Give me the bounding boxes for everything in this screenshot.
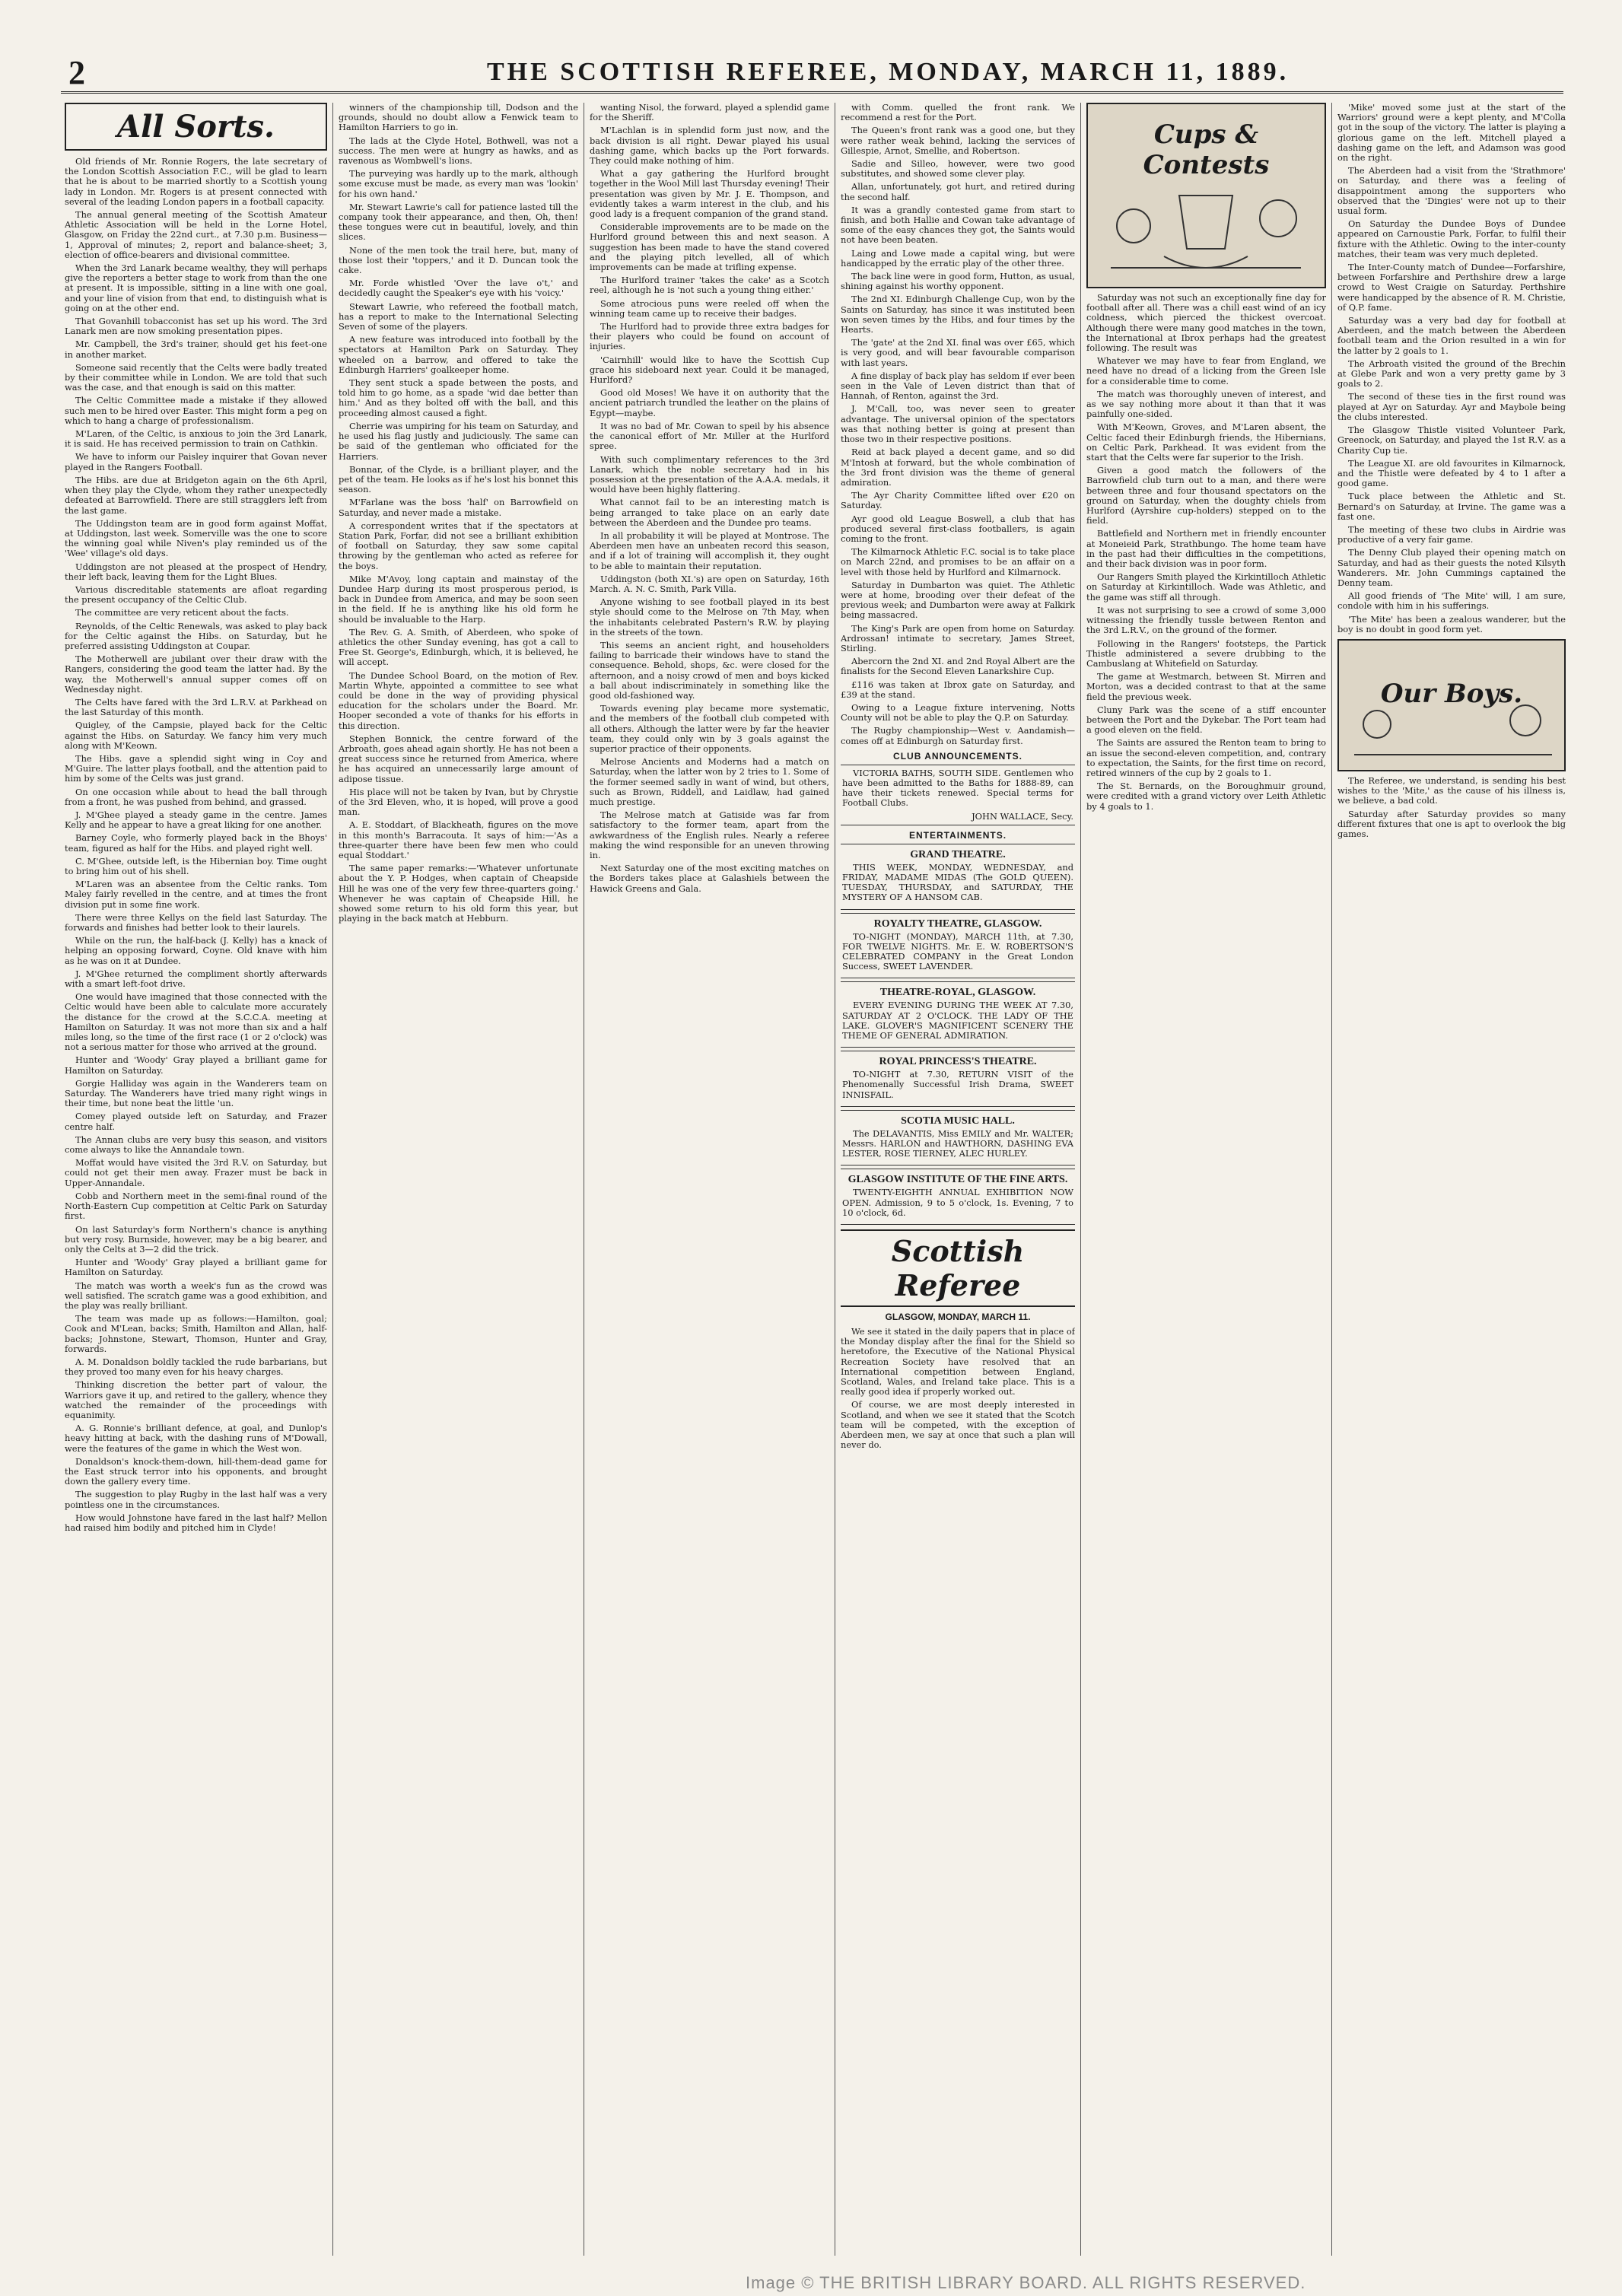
article-paragraph: The Inter-County match of Dundee—Forfarshire, between Forfarshire and Perthshire drew a large crowd to West Craigie on Saturday. Perthshire were handicapped by the absence of R. M. Christie, of Q.P. fame. bbox=[1337, 262, 1566, 313]
article-paragraph: Old friends of Mr. Ronnie Rogers, the late secretary of the London Scottish Association F.C., will be glad to learn that he is about to be married shortly to a Scottish young lady in London. Mr. Rogers is at present connected with several of the leading London papers in a football capacity. bbox=[65, 156, 327, 207]
article-paragraph: The Hurlford trainer 'takes the cake' as a Scotch reel, although he is 'not such a young thing either.' bbox=[590, 275, 829, 296]
article-paragraph: In all probability it will be played at Montrose. The Aberdeen men have an unbeaten record this season, and if a lot of training will accomplish it, they ought to be able to maintain their reputation. bbox=[590, 529, 829, 571]
article-paragraph: The purveying was hardly up to the mark, although some excuse must be made, as every man was 'lookin' for his own hand.' bbox=[339, 168, 578, 199]
article-paragraph: On last Saturday's form Northern's chance is anything but very rosy. Burnside, however, may be a big bearer, and only the Celts at 3—2 did the trick. bbox=[65, 1223, 327, 1255]
article-paragraph: Various discreditable statements are afloat regarding the present occupancy of the Celtic Club. bbox=[65, 584, 327, 606]
article-paragraph: Melrose Ancients and Moderns had a match on Saturday, when the latter won by 2 tries to 1. Some of the former seemed sadly in want of wind, but others, such as Brown, Riddell, and Laidlaw, had gained much prestige. bbox=[590, 756, 829, 807]
article-paragraph: J. M'Call, too, was never seen to greater advantage. The universal opinion of the spectators was that nothing better is going at present than those two in their respective positions. bbox=[841, 403, 1075, 445]
column-all-sorts bbox=[65, 103, 327, 2256]
article-paragraph: 'Cairnhill' would like to have the Scottish Cup grace his sideboard next year. Could it be managed, Hurlford? bbox=[590, 354, 829, 386]
article-paragraph: The team was made up as follows:—Hamilton, goal; Cook and M'Lean, backs; Smith, Hamilton and Allan, half-backs; Johnstone, Stewart, Thomson, Hunter and Gray, forwards. bbox=[65, 1313, 327, 1354]
theatre-name: ROYALTY THEATRE, GLASGOW. bbox=[873, 917, 1042, 930]
article-paragraph: The committee are very reticent about the facts. bbox=[75, 607, 289, 619]
article-paragraph: Hunter and 'Woody' Gray played a brilliant game for Hamilton on Saturday. bbox=[65, 1257, 327, 1278]
article-paragraph: The second of these ties in the first round was played at Ayr on Saturday. Ayr and Maybole being the clubs interested. bbox=[1337, 391, 1566, 422]
theatre-name: ROYAL PRINCESS'S THEATRE. bbox=[879, 1056, 1037, 1068]
article-paragraph: Moffat would have visited the 3rd R.V. on Saturday, but could not get their men away. Frazer must be back in Upper-Annandale. bbox=[65, 1157, 327, 1188]
article-paragraph: M'Laren was an absentee from the Celtic ranks. Tom Maley fairly revelled in the centre, and at times the front division put in some fine work. bbox=[65, 879, 327, 910]
article-paragraph: Gorgie Halliday was again in the Wanderers team on Saturday. The Wanderers have tried many right wings in their time, but none beat the little 'un. bbox=[65, 1077, 327, 1109]
article-paragraph: Abercorn the 2nd XI. and 2nd Royal Albert are the finalists for the Second Eleven Lanarkshire Cup. bbox=[841, 656, 1075, 677]
our-boys-title: Our Boys. bbox=[1380, 678, 1523, 709]
article-paragraph: The Arbroath visited the ground of the Brechin at Glebe Park and won a very pretty game by 3 goals to 2. bbox=[1337, 358, 1566, 390]
article-paragraph: They sent stuck a spade between the posts, and told him to go home, as a spade 'wid dae better than him.' And as they bolted off with the ball, and this proceeding almost caused a fight. bbox=[339, 377, 578, 418]
article-paragraph: Saturday was a very bad day for football at Aberdeen, and the match between the Aberdeen football team and the Orion resulted in a win for the latter by 2 goals to 1. bbox=[1337, 315, 1566, 356]
article-paragraph: The meeting of these two clubs in Airdrie was productive of a very fair game. bbox=[1337, 523, 1566, 545]
article-paragraph: The Saints are assured the Renton team to bring to an issue the second-eleven competition, and, contrary to expectation, the Saints, for the first time on record, retired winners of the cup by 2 goals to 1. bbox=[1086, 737, 1326, 778]
article-paragraph: Towards evening play became more systematic, and the members of the football club competed with all others. Although the latter were by far the heavier team, they could only win by 3 goals against the superior practice of their opponents. bbox=[590, 703, 829, 754]
column-2 bbox=[339, 103, 578, 2256]
article-paragraph: There were three Kellys on the field last Saturday. The forwards and finishes had better look to their laurels. bbox=[65, 911, 327, 933]
article-paragraph: Reid at back played a decent game, and so did M'Intosh at forward, but the whole combination of the 3rd front division was the theme of general admiration. bbox=[841, 447, 1075, 488]
theatre-notice bbox=[841, 913, 1075, 979]
fine-arts-notice bbox=[841, 1169, 1075, 1225]
article-paragraph: Some atrocious puns were reeled off when the winning team came up to receive their badges. bbox=[590, 297, 829, 319]
article-paragraph: A. M. Donaldson boldly tackled the rude barbarians, but they proved too many even for his heavy charges. bbox=[65, 1356, 327, 1378]
article-paragraph: The 2nd XI. Edinburgh Challenge Cup, won by the Saints on Saturday, has since it was instituted been won seven times by the Hibs, and four times by the Hearts. bbox=[841, 294, 1075, 335]
article-paragraph: With M'Keown, Groves, and M'Laren absent, the Celtic faced their Edinburgh friends, the Hibernians, on Celtic Park, Parkhead. It was evident from the start that the Celts were far superior to the Irish. bbox=[1086, 421, 1326, 463]
article-paragraph: Anyone wishing to see football played in its best style should come to the Melrose on 7th May, when the inhabitants celebrated Pastern's R.W. by playing in the streets of the town. bbox=[590, 596, 829, 638]
theatre-text: TO-NIGHT (MONDAY), MARCH 11th, at 7.30, FOR TWELVE NIGHTS. Mr. E. W. ROBERTSON'S CELEBRATED COMPANY in the Great London Success, SWEET LAVENDER. bbox=[842, 930, 1073, 972]
column-6 bbox=[1337, 103, 1566, 2256]
theatre-name: GRAND THEATRE. bbox=[910, 848, 1006, 860]
theatre-text: TO-NIGHT at 7.30, RETURN VISIT of the Phenomenally Successful Irish Drama, SWEET INNISFAIL. bbox=[842, 1069, 1073, 1100]
article-paragraph: The match was worth a week's fun as the crowd was well satisfied. The scratch game was a good exhibition, and the play was really brilliant. bbox=[65, 1280, 327, 1311]
music-hall-notice bbox=[841, 1110, 1075, 1166]
article-paragraph: None of the men took the trail here, but, many of those lost their 'toppers,' and it D. Duncan took the cake. bbox=[339, 244, 578, 276]
theatre-notice bbox=[841, 1051, 1075, 1107]
article-paragraph: The game at Westmarch, between St. Mirren and Morton, was a decided contrast to that at the same field the previous week. bbox=[1086, 671, 1326, 702]
article-paragraph: Mr. Campbell, the 3rd's trainer, should get his feet-one in another market. bbox=[65, 339, 327, 360]
article-paragraph: Cobb and Northern meet in the semi-final round of the North-Eastern Cup competition at Celtic Park on Saturday first. bbox=[65, 1190, 327, 1222]
column-3-body bbox=[590, 103, 829, 894]
article-paragraph: The back line were in good form, Hutton, as usual, shining against his worthy opponent. bbox=[841, 271, 1075, 292]
article-paragraph: His place will not be taken by Ivan, but by Chrystie of the 3rd Eleven, who, it is hoped, will prove a good man. bbox=[339, 786, 578, 818]
article-paragraph: The Rugby championship—West v. Aandamish—comes off at Edinburgh on Saturday first. bbox=[841, 725, 1075, 746]
column-5 bbox=[1086, 103, 1326, 2256]
column-6-body bbox=[1337, 103, 1566, 634]
article-paragraph: Comey played outside left on Saturday, and Frazer centre half. bbox=[65, 1111, 327, 1132]
article-paragraph: with Comm. quelled the front rank. We recommend a rest for the Port. bbox=[841, 103, 1075, 123]
club-notice-signature: JOHN WALLACE, Secy. bbox=[972, 810, 1073, 822]
music-hall-text: The DELAVANTIS, Miss EMILY and Mr. WALTER; Messrs. HARLON and HAWTHORN, DASHING EVA LESTER, ROSE TIERNEY, ALEC HURLEY. bbox=[842, 1127, 1073, 1159]
article-paragraph: The match was thoroughly uneven of interest, and as we say nothing more about it than that it was painfully one-sided. bbox=[1086, 388, 1326, 420]
article-paragraph: Stewart Lawrie, who refereed the football match, has a report to make to the International Selecting Seven of some of the players. bbox=[339, 301, 578, 332]
theatre-text: THIS WEEK, MONDAY, WEDNESDAY, and FRIDAY, MADAME MIDAS (The GOLD QUEEN). TUESDAY, THURSDAY, and SATURDAY, THE MYSTERY OF A HANSOM CAB. bbox=[842, 861, 1073, 903]
article-paragraph: Cluny Park was the scene of a stiff encounter between the Port and the Dykebar. The Port team had a good eleven on the field. bbox=[1086, 704, 1326, 736]
theatre-name: THEATRE-ROYAL, GLASGOW. bbox=[879, 987, 1036, 999]
theatre-notice bbox=[841, 981, 1075, 1048]
cups-contests-illustration bbox=[1086, 103, 1326, 288]
article-paragraph: The annual general meeting of the Scottish Amateur Athletic Association will be held in the Lorne Hotel, Glasgow, on Friday the 22nd curt., at 7.30 p.m. Business—1, Approval of minutes; 2, report and balance-sheet; 3, election of office-bearers and divisional committee. bbox=[65, 209, 327, 260]
article-paragraph: Tuck place between the Athletic and St. Bernard's on Saturday, at Irvine. The game was a fast one. bbox=[1337, 491, 1566, 522]
column-5-body bbox=[1086, 293, 1326, 812]
article-paragraph: 'Mike' moved some just at the start of the Warriors' ground were a kept plenty, and M'Colla got in the soup of the victory. The latter is playing a glorious game on the left. Mitchell played a dashing game on the left, and Adamson was good on the right. bbox=[1337, 103, 1566, 164]
article-paragraph: M'Laren, of the Celtic, is anxious to join the 3rd Lanark, it is said. He has received permission to train on Cathkin. bbox=[65, 428, 327, 450]
article-paragraph: What a gay gathering the Hurlford brought together in the Wool Mill last Thursday evening! Their presentation was given by Mr. J. E. Thompson, and evidently takes a warm interest in the club, and his good lady is a frequent companion of the grand stand. bbox=[590, 168, 829, 220]
theatre-notice bbox=[841, 844, 1075, 910]
article-paragraph: C. M'Ghee, outside left, is the Hibernian boy. Time ought to bring him out of his shell. bbox=[65, 855, 327, 876]
article-paragraph: Battlefield and Northern met in friendly encounter at Moneieid Park, Strathbungo. The home team have in the past had their difficulties in the competitions, and their back division was in poor form. bbox=[1086, 528, 1326, 570]
article-paragraph: Saturday in Dumbarton was quiet. The Athletic were at home, brooding over their defeat of the previous week; and Dumbarton were away at Falkirk being massacred. bbox=[841, 579, 1075, 621]
article-paragraph: The Denny Club played their opening match on Saturday, and had as their guests the noted Kilsyth Wanderers. Mr. John Cummings captained the Denny team. bbox=[1337, 547, 1566, 588]
article-paragraph: Quigley, of the Campsie, played back for the Celtic against the Hibs. on Saturday. We fancy him very much along with M'Keown. bbox=[65, 720, 327, 751]
article-paragraph: J. M'Ghee returned the compliment shortly afterwards with a smart left-foot drive. bbox=[65, 968, 327, 990]
article-paragraph: The Dundee School Board, on the motion of Rev. Martin Whyte, appointed a committee to see what could be done in the way of providing physical education for the scholars under the Board. Mr. Hooper seconded a vote of thanks for his efforts in this direction. bbox=[339, 669, 578, 731]
fine-arts-text: TWENTY-EIGHTH ANNUAL EXHIBITION NOW OPEN. Admission, 9 to 5 o'clock, 1s. Evening, 7 to 10 o'clock, 6d. bbox=[842, 1187, 1073, 1218]
all-sorts-heading: All Sorts. bbox=[65, 103, 327, 151]
article-paragraph: The Kilmarnock Athletic F.C. social is to take place on March 22nd, and promises to be an affair on a level with those held by Hurlford and Kilmarnock. bbox=[841, 546, 1075, 577]
article-paragraph: We have to inform our Paisley inquirer that Govan never played in the Rangers Football. bbox=[65, 451, 327, 472]
column-rule bbox=[1080, 103, 1081, 2256]
article-paragraph: A fine display of back play has seldom if ever been seen in the Vale of Leven district than that of Hannah, of Renton, against the 3rd. bbox=[841, 370, 1075, 402]
article-paragraph: Uddingston are not pleased at the prospect of Hendry, their left back, leaving them for the Light Blues. bbox=[65, 561, 327, 582]
scottish-referee-wordmark: Scottish Referee bbox=[841, 1229, 1075, 1307]
editorial-body bbox=[841, 1327, 1075, 1450]
article-paragraph: The Uddingston team are in good form against Moffat, at Uddingston, last week. Somerville was the one to score the winning goal while Niven's play reminded us of the 'Wee' village's old days. bbox=[65, 517, 327, 559]
article-paragraph: The Hurlford had to provide three extra badges for their players who could be found on account of injuries. bbox=[590, 321, 829, 352]
article-paragraph: Given a good match the followers of the Barrowfield club turn out to a man, and there were between three and four thousand spectators on the ground on Saturday, when the doughty chiels from Hurlford (Ayrshire cup-holders) stepped on to the field. bbox=[1086, 465, 1326, 526]
editorial-dateline: GLASGOW, MONDAY, MARCH 11. bbox=[885, 1312, 1031, 1323]
column-4 bbox=[841, 103, 1075, 2256]
article-paragraph: Saturday after Saturday provides so many different fixtures that one is apt to overlook the big games. bbox=[1337, 808, 1566, 839]
column-4-body bbox=[841, 103, 1075, 746]
article-paragraph: The Motherwell are jubilant over their draw with the Rangers, considering the good team the latter had. By the way, the Motherwell's annual supper comes off on Wednesday night. bbox=[65, 654, 327, 695]
club-announcements-heading: CLUB ANNOUNCEMENTS. bbox=[893, 750, 1022, 762]
article-paragraph: Considerable improvements are to be made on the Hurlford ground between this and next season. A suggestion has been made to have the stand covered and the playing pitch levelled, all of which improvements can be made at trifling expense. bbox=[590, 221, 829, 273]
article-paragraph: £116 was taken at Ibrox gate on Saturday, and £39 at the stand. bbox=[841, 679, 1075, 700]
article-paragraph: A. G. Ronnie's brilliant defence, at goal, and Dunlop's heavy hitting at back, with the dashing runs of M'Dowall, were the features of the game in which the West won. bbox=[65, 1423, 327, 1454]
article-paragraph: Saturday was not such an exceptionally fine day for football after all. There was a chill east wind of an icy coldness, which pierced the thickest overcoat. Although there were many good matches in the town, the International at Ibrox perhaps had the greatest following. The result was bbox=[1086, 292, 1326, 354]
article-paragraph: The suggestion to play Rugby in the last half was a very pointless one in the circumstances. bbox=[65, 1489, 327, 1510]
page-number: 2 bbox=[68, 54, 85, 91]
article-paragraph: It was no bad of Mr. Cowan to speil by his absence the canonical effort of Mr. Miller at the Hurlford spree. bbox=[590, 420, 829, 452]
article-paragraph: The Melrose match at Gatiside was far from satisfactory to the former team, apart from the awkwardness of the English rules. Nearly a referee making the wind responsible for an uneven throwing in. bbox=[590, 809, 829, 861]
article-paragraph: The Celts have fared with the 3rd L.R.V. at Parkhead on the last Saturday of this month. bbox=[65, 696, 327, 718]
article-paragraph: Our Rangers Smith played the Kirkintilloch Athletic on Saturday at Kirkintilloch. Wade was Athletic, and the game was stiff all through. bbox=[1086, 571, 1326, 603]
article-paragraph: Owing to a League fixture intervening, Notts County will not be able to play the Q.P. on Saturday. bbox=[841, 701, 1075, 723]
article-paragraph: The same paper remarks:—'Whatever unfortunate about the Y. P. Hodges, when captain of Cheapside Hill he was one of the very few three-quarters going.' Whenever he was captain of Cheapside Hill, he showed some return to his old form this year, but playing in the back match at Hebburn. bbox=[339, 863, 578, 924]
article-paragraph: Reynolds, of the Celtic Renewals, was asked to play back for the Celtic against the Hibs. on Saturday, but he preferred assisting Uddingston at Coupar. bbox=[65, 620, 327, 651]
article-paragraph: A new feature was introduced into football by the spectators at Hamilton Park on Saturday. They wheeled on a barrow, and offered to take the Edinburgh Harriers' goalkeeper home. bbox=[339, 334, 578, 375]
article-paragraph: What cannot fail to be an interesting match is being arranged to take place on an early date between the Aberdeen and the Dundee pro teams. bbox=[590, 497, 829, 528]
article-paragraph: A. E. Stoddart, of Blackheath, figures on the move in this month's Barracouta. It says of him:—'As a three-quarter there have been few men who could equal Stoddart.' bbox=[339, 819, 578, 861]
article-paragraph: Mr. Forde whistled 'Over the lave o't,' and decidedly caught the Speaker's eye with his 'voicy.' bbox=[339, 278, 578, 299]
music-hall-name: SCOTIA MUSIC HALL. bbox=[901, 1115, 1015, 1127]
article-paragraph: This seems an ancient right, and householders failing to barricade their windows have to stand the consequence. Behold, shops, &c. were closed for the afternoon, and a noisy crowd of men and boys kicked a ball about indiscriminately in something like the good old-fashioned way. bbox=[590, 639, 829, 701]
article-paragraph: The Referee, we understand, is sending his best wishes to the 'Mite,' as the cause of his illness is, we believe, a bad cold. bbox=[1337, 774, 1566, 806]
article-paragraph: A correspondent writes that if the spectators at Station Park, Forfar, did not see a brilliant exhibition of football on Saturday, they saw some capital throwing by the gentleman who acted as referee for the boys. bbox=[339, 520, 578, 571]
article-paragraph: Good old Moses! We have it on authority that the ancient patriarch trundled the leather on the plains of Egypt—maybe. bbox=[590, 387, 829, 418]
article-paragraph: All good friends of 'The Mite' will, I am sure, condole with him in his sufferings. bbox=[1337, 590, 1566, 612]
copyright-credit: Image © THE BRITISH LIBRARY BOARD. ALL RIGHTS RESERVED. bbox=[746, 2273, 1306, 2292]
victoria-baths-notice: VICTORIA BATHS, SOUTH SIDE. Gentlemen who have been admitted to the Baths for 1888-89, can have their tickets renewed. Special terms for Football Clubs. bbox=[842, 767, 1073, 809]
article-paragraph: That Govanhill tobacconist has set up his word. The 3rd Lanark men are now smoking presentation pipes. bbox=[65, 316, 327, 337]
article-paragraph: On Saturday the Dundee Boys of Dundee appeared on Carnoustie Park, Forfar, to fulfil their fixture with the Athletic. Owing to the inter-county matches, their team was very much depleted. bbox=[1337, 218, 1566, 259]
article-paragraph: The Celtic Committee made a mistake if they allowed such men to be hired over Easter. This might form a peg on which to hang a charge of professionalism. bbox=[65, 395, 327, 426]
article-paragraph: Someone said recently that the Celts were badly treated by their committee while in London. We are told that such was the case, and that enough is said on this matter. bbox=[65, 361, 327, 393]
article-paragraph: The Hibs. gave a splendid sight wing in Coy and M'Guire. The latter plays football, and the attention paid to him by some of the Celts was just grand. bbox=[65, 752, 327, 784]
article-paragraph: Stephen Bonnick, the centre forward of the Arbroath, goes ahead again shortly. He has not been a great success since he returned from America, where he has acquired an unnecessarily large amount of adipose tissue. bbox=[339, 733, 578, 784]
article-paragraph: Allan, unfortunately, got hurt, and retired during the second half. bbox=[841, 181, 1075, 202]
article-paragraph: The Annan clubs are very busy this season, and visitors come always to like the Annandale town. bbox=[65, 1134, 327, 1156]
entertainments-heading: ENTERTAINMENTS. bbox=[908, 829, 1007, 841]
article-paragraph: The Aberdeen had a visit from the 'Strathmore' on Saturday, and there was a feeling of disappointment among the supporters who observed that the 'Dingies' were not up to their usual form. bbox=[1337, 165, 1566, 217]
club-notice bbox=[841, 765, 1075, 825]
article-paragraph: 'The Mite' has been a zealous wanderer, but the boy is no doubt in good form yet. bbox=[1337, 613, 1566, 634]
article-paragraph: We see it stated in the daily papers that in place of the Monday display after the final for the Shield so heretofore, the Executive of the National Physical Recreation Society have resolved that an International competition between England, Scotland, Wales, and Ireland take place. This is a really good idea if properly worked out. bbox=[841, 1326, 1075, 1398]
article-paragraph: Laing and Lowe made a capital wing, but were handicapped by the erratic play of the other three. bbox=[841, 247, 1075, 269]
article-paragraph: On one occasion while about to head the ball through from a front, he was pushed from behind, and grassed. bbox=[65, 786, 327, 807]
article-paragraph: Mr. Stewart Lawrie's call for patience lasted till the company took their appearance, and then, Oh, then! these tongues were cut in beautiful, lovely, and thin slices. bbox=[339, 201, 578, 243]
column-1-body bbox=[65, 157, 327, 1533]
article-paragraph: Mike M'Avoy, long captain and mainstay of the Dundee Harp during its most prosperous period, is back in Dundee from America, and may be soon seen in the field. If he is anything like his old form he should be invaluable to the Harp. bbox=[339, 573, 578, 625]
article-paragraph: Next Saturday one of the most exciting matches on the Borders takes place at Galashiels between the Hawick Greens and Gala. bbox=[590, 863, 829, 894]
article-paragraph: When the 3rd Lanark became wealthy, they will perhaps give the reporters a better stage to work from than the one at present. It is impossible, sitting in a line with one goal, and your line of vision from that end, to distinguish what is going on at the other end. bbox=[65, 262, 327, 313]
article-paragraph: Cherrie was umpiring for his team on Saturday, and he used his flag justly and judiciously. The same can be said of the gentleman who officiated for the Harriers. bbox=[339, 420, 578, 462]
article-paragraph: Donaldson's knock-them-down, hill-them-dead game for the East struck terror into his opponents, and brought down the gallery every time. bbox=[65, 1455, 327, 1487]
article-paragraph: One would have imagined that those connected with the Celtic would have been able to calculate more accurately the distance for the crowd at the S.C.C.A. meeting at Hamilton on Saturday. It was not more than six and a half miles long, so the time of the first race (1 or 2 o'clock) was not a serious matter for those who arrived at the ground. bbox=[65, 991, 327, 1053]
article-paragraph: Thinking discretion the better part of valour, the Warriors gave it up, and retired to the gallery, whence they watched the remainder of the proceedings with equanimity. bbox=[65, 1379, 327, 1420]
article-paragraph: Following in the Rangers' footsteps, the Partick Thistle administered a severe drubbing to the Cambuslang at Whitefield on Saturday. bbox=[1086, 638, 1326, 669]
theatre-text: EVERY EVENING DURING THE WEEK AT 7.30, SATURDAY AT 2 O'CLOCK. THE LADY OF THE LAKE. GLOVER'S MAGNIFICENT SCENERY THE THEME OF GENERAL ADMIRATION. bbox=[842, 1000, 1073, 1041]
column-rule bbox=[1331, 103, 1332, 2256]
article-paragraph: Of course, we are most deeply interested in Scotland, and when we see it stated that the Scotch team will be competed, with the exception of Aberdeen men, we say at once that such a plan will never do. bbox=[841, 1399, 1075, 1451]
article-paragraph: Uddingston (both XI.'s) are open on Saturday, 16th March. A. N. C. Smith, Park Villa. bbox=[590, 573, 829, 594]
article-paragraph: The lads at the Clyde Hotel, Bothwell, was not a success. The men were at hungry as hawks, and as ravenous as Wombwell's lions. bbox=[339, 135, 578, 167]
article-paragraph: The Rev. G. A. Smith, of Aberdeen, who spoke of athletics the other Sunday evening, has got a call to Free St. George's, Edinburgh, which, it is believed, he will accept. bbox=[339, 626, 578, 668]
column-rule bbox=[332, 103, 333, 2256]
article-paragraph: M'Lachlan is in splendid form just now, and the back division is all right. Dewar played his usual dashing game, which backs up the Port forwards. They could make nothing of him. bbox=[590, 125, 829, 167]
article-paragraph: winners of the championship till, Dodson and the grounds, should no doubt allow a Fenwick team to Hamilton Harriers to go in. bbox=[339, 103, 578, 133]
article-paragraph: The Hibs. are due at Bridgeton again on the 6th April, when they play the Clyde, whom they rather unexpectedly defeated at Barrowfield. There are still stragglers left from the last game. bbox=[65, 474, 327, 516]
article-paragraph: The Glasgow Thistle visited Volunteer Park, Greenock, on Saturday, and played the 1st R.V. as a Charity Cup tie. bbox=[1337, 425, 1566, 456]
article-paragraph: Sadie and Silleo, however, were two good substitutes, and showed some clever play. bbox=[841, 158, 1075, 180]
column-6-more bbox=[1337, 776, 1566, 839]
article-paragraph: Barney Coyle, who formerly played back in the Bhoys' team, figured as half for the Hibs. and played right well. bbox=[65, 832, 327, 854]
article-paragraph: The King's Park are open from home on Saturday. Ardrossan! intimate to secretary, James Street, Stirling. bbox=[841, 622, 1075, 654]
article-paragraph: Hunter and 'Woody' Gray played a brilliant game for Hamilton on Saturday. bbox=[65, 1054, 327, 1076]
article-paragraph: Whatever we may have to fear from England, we need have no dread of a licking from the Green Isle for a considerable time to come. bbox=[1086, 355, 1326, 386]
article-paragraph: It was a grandly contested game from start to finish, and both Hallie and Cowan take advantage of some of the easy chances they got, the Saints would not have been beaten. bbox=[841, 204, 1075, 246]
article-paragraph: While on the run, the half-back (J. Kelly) has a knack of helping an opposing forward, Coyne. Old knave with him as he was on it at Dundee. bbox=[65, 935, 327, 966]
article-paragraph: wanting Nisol, the forward, played a splendid game for the Sheriff. bbox=[590, 103, 829, 123]
article-paragraph: The St. Bernards, on the Boroughmuir ground, were credited with a grand victory over Leith Athletic by 4 goals to 1. bbox=[1086, 781, 1326, 812]
article-paragraph: The 'gate' at the 2nd XI. final was over £65, which is very good, and will bear favourable comparison with last years. bbox=[841, 337, 1075, 368]
article-paragraph: J. M'Ghee played a steady game in the centre. James Kelly and he appear to have a great liking for one another. bbox=[65, 809, 327, 831]
article-paragraph: Bonnar, of the Clyde, is a brilliant player, and the pet of the team. He looks as if he's lost his bonnet this season. bbox=[339, 463, 578, 495]
fine-arts-name: GLASGOW INSTITUTE OF THE FINE ARTS. bbox=[848, 1174, 1068, 1186]
cups-contests-title: Cups & Contests bbox=[1143, 119, 1270, 180]
running-title: THE SCOTTISH REFEREE, MONDAY, MARCH 11, 1889. bbox=[487, 58, 1290, 86]
our-boys-illustration bbox=[1337, 639, 1566, 771]
article-paragraph: How would Johnstone have fared in the last half? Mellon had raised him bodily and pitched him in Clyde! bbox=[65, 1512, 327, 1533]
masthead bbox=[61, 53, 1563, 94]
article-paragraph: The League XI. are old favourites in Kilmarnock, and the Thistle were defeated by 4 to 1 after a good game. bbox=[1337, 457, 1566, 489]
column-3 bbox=[590, 103, 829, 2256]
article-paragraph: M'Farlane was the boss 'half' on Barrowfield on Saturday, and never made a mistake. bbox=[339, 497, 578, 518]
article-paragraph: The Ayr Charity Committee lifted over £20 on Saturday. bbox=[841, 490, 1075, 511]
article-paragraph: It was not surprising to see a crowd of some 3,000 witnessing the friendly tussle between Renton and the 3rd L.R.V., on the ground of the former. bbox=[1086, 604, 1326, 636]
article-paragraph: Ayr good old League Boswell, a club that has produced several first-class footballers, is again coming to the front. bbox=[841, 513, 1075, 544]
article-paragraph: With such complimentary references to the 3rd Lanark, which the noble secretary had in his possession at the presentation of the A.A.A. medals, it would have been highly flattering. bbox=[590, 453, 829, 495]
column-2-body bbox=[339, 103, 578, 924]
article-paragraph: The Queen's front rank was a good one, but they were rather weak behind, lacking the services of Gillespie, Arnot, Smellie, and Robertson. bbox=[841, 125, 1075, 156]
